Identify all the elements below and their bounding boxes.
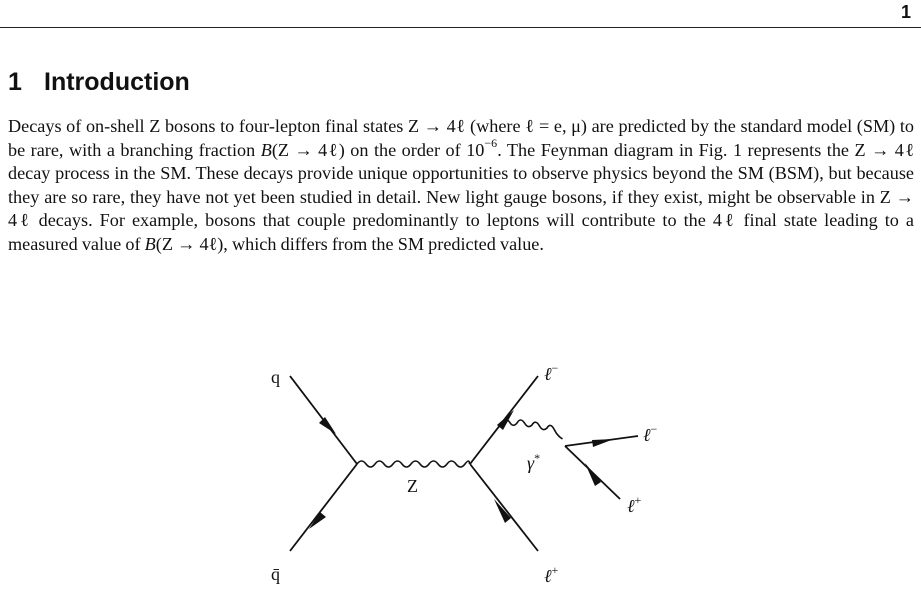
section-title: Introduction bbox=[44, 68, 190, 96]
z-boson-propagator bbox=[357, 461, 470, 467]
lepton-charge: + bbox=[551, 563, 559, 577]
label-z-boson: Z bbox=[407, 476, 418, 496]
incoming-antiquark-line bbox=[290, 464, 357, 551]
outgoing-lepton-plus-line bbox=[470, 464, 538, 551]
label-lepton-minus-top bbox=[544, 361, 559, 384]
lepton-charge: + bbox=[634, 493, 642, 507]
outgoing-lepton-plus-arrow bbox=[494, 499, 511, 523]
lepton-charge: − bbox=[650, 422, 658, 436]
photon-decay-lepton-minus-arrow bbox=[592, 439, 614, 447]
label-virtual-photon bbox=[527, 451, 540, 473]
label-lepton-minus-right bbox=[643, 422, 658, 445]
section-number: 1 bbox=[8, 68, 22, 96]
label-lepton-plus-right bbox=[627, 493, 642, 516]
paragraph-text: Decays of on-shell Z bosons to four-lepton final states Z → 4ℓ (where ℓ = e, μ) are predicted by the standard model (SM) to be rare, with a branching fraction bbox=[8, 116, 914, 160]
paragraph-text: (Z → 4ℓ) on the order of 10 bbox=[271, 139, 485, 160]
incoming-quark-arrow bbox=[319, 417, 336, 434]
paragraph-text: . The Feynman diagram in Fig. 1 represents the Z → 4ℓ decay process in the SM. These decays provide unique opportunities to observe physics beyond the SM (BSM), but because they are so rare, they have not yet been studied in detail. New light gauge bosons, if they exist, might be observable in Z → 4ℓ decays. For example, bosons that couple predominantly to leptons will contribute to the 4ℓ final state leading to a measured value of bbox=[8, 139, 914, 254]
branching-symbol: B bbox=[260, 139, 272, 160]
photon-decay-lepton-plus-arrow bbox=[585, 463, 601, 486]
label-gamma: γ bbox=[527, 453, 535, 473]
label-lepton-plus-bottom bbox=[544, 563, 559, 586]
lepton-charge: − bbox=[551, 361, 559, 375]
exponent: −6 bbox=[484, 135, 498, 150]
lepton-symbol: ℓ bbox=[627, 496, 635, 516]
virtual-photon-propagator bbox=[502, 420, 563, 439]
lepton-symbol: ℓ bbox=[544, 566, 552, 586]
branching-symbol: B bbox=[144, 233, 156, 254]
lepton-symbol: ℓ bbox=[544, 364, 552, 384]
label-antiquark: q̄ bbox=[271, 564, 280, 584]
label-gamma-star: * bbox=[534, 451, 541, 465]
paragraph-text: (Z → 4ℓ), which differs from the SM predicted value. bbox=[155, 233, 544, 254]
label-quark: q bbox=[271, 367, 280, 387]
lepton-symbol: ℓ bbox=[643, 425, 651, 445]
running-head-page-number: 1 bbox=[900, 2, 911, 22]
